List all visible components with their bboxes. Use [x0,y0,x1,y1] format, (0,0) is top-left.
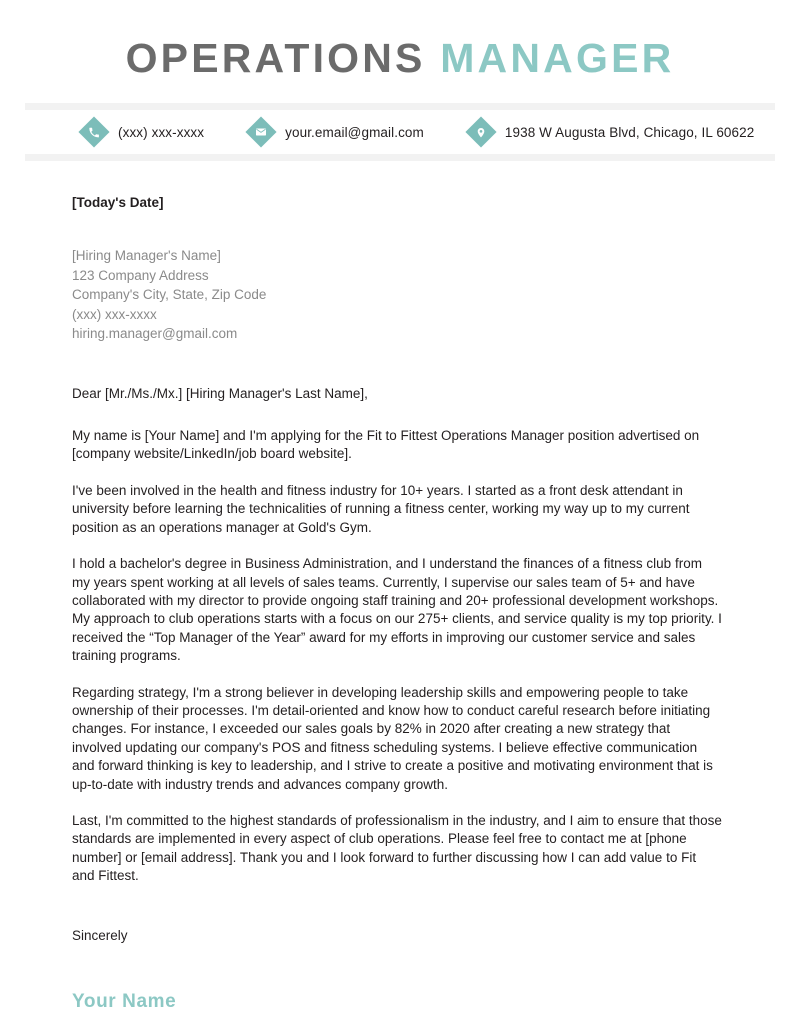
letter-date: [Today's Date] [72,195,164,211]
contact-bar-divider-bottom [25,154,775,161]
recipient-address-block [72,246,722,344]
title-first-word: OPERATIONS [125,35,426,81]
contact-item-email[interactable] [250,121,424,143]
contact-item-address[interactable] [470,121,754,143]
contact-address-text: 1938 W Augusta Blvd, Chicago, IL 60622 [504,124,755,140]
contact-phone-text: (xxx) xxx-xxxx [118,124,205,140]
recipient-line: Company's City, State, Zip Code [72,287,267,303]
document-header [0,0,800,81]
email-icon [246,117,277,148]
page-title [0,36,800,81]
phone-icon [78,117,109,148]
body-paragraph: I've been involved in the health and fitness industry for 10+ years. I started as a front desk attendant in university before learning the technicalities of running a fitness center, working my way up to my current position as an operations manager at Gold's Gym. [72,482,690,535]
letter-body [0,195,800,1013]
recipient-line: hiring.manager@gmail.com [72,326,238,342]
contact-email-text: your.email@gmail.com [285,124,424,140]
body-paragraph: Last, I'm committed to the highest standards of professionalism in the industry, and I aim to ensure that those standards are implemented in every aspect of club operations. Please feel free to contact me at [phone number] or [email address]. Thank you and I look forward to further discussing how I can add value to Fit and Fittest. [72,812,722,884]
body-paragraph: Regarding strategy, I'm a strong believer in developing leadership skills and empowering people to take ownership of their processes. I'm detail-oriented and know how to conduct careful research before initiating changes. For instance, I exceeded our sales goals by 82% in 2020 after creating a new strategy that involved updating our company's POS and fitness scheduling systems. I believe effective communication and forward thinking is key to leadership, and I strive to create a positive and motivating environment that is up-to-date with industry trends and advances company growth. [72,684,713,792]
body-paragraph: I hold a bachelor's degree in Business Administration, and I understand the finances of a fitness club from my years spent working at all levels of sales teams. Currently, I supervise our sales team of 5+ and have collaborated with my director to provide ongoing staff training and 20+ professional development workshops. My approach to club operations starts with a focus on our 275+ clients, and service quality is my top priority. I received the “Top Manager of the Year” award for my efforts in improving our customer service and sales training programs. [72,556,722,664]
salutation: Dear [Mr./Ms./Mx.] [Hiring Manager's Last Name], [72,386,368,402]
contact-bar [25,110,775,154]
location-pin-icon [465,117,496,148]
title-second-word: MANAGER [440,35,675,81]
contact-item-phone[interactable] [83,121,204,143]
signature-name: Your Name [72,990,177,1012]
recipient-line: 123 Company Address [72,267,209,283]
contact-bar-divider-top [25,103,775,110]
recipient-line: [Hiring Manager's Name] [72,248,221,264]
recipient-line: (xxx) xxx-xxxx [72,306,157,322]
closing-salutation: Sincerely [72,927,128,943]
body-paragraph: My name is [Your Name] and I'm applying for the Fit to Fittest Operations Manager position advertised on [company website/LinkedIn/job board website]. [72,428,700,462]
